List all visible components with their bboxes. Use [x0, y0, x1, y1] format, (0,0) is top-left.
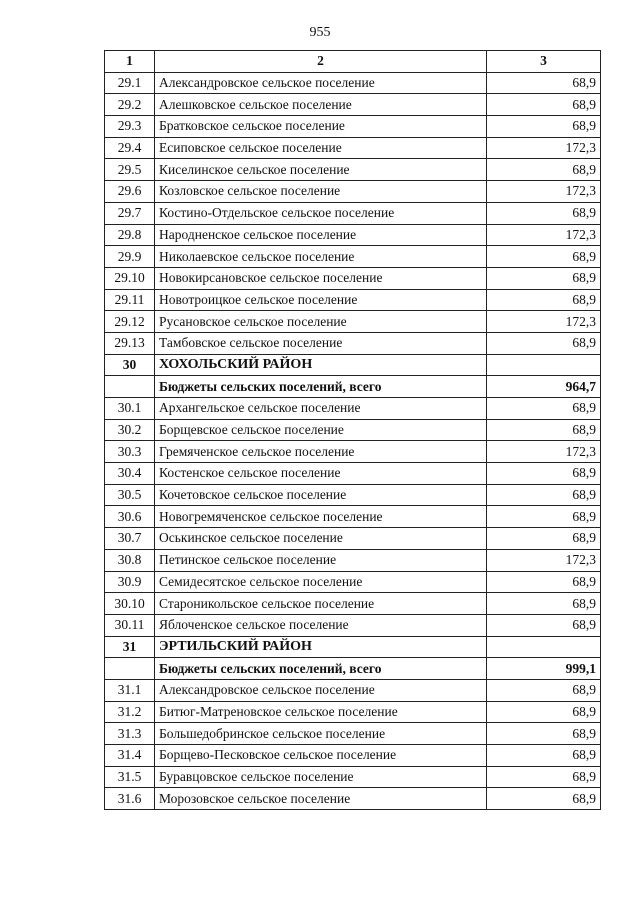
budget-amount	[487, 636, 601, 658]
table-row	[105, 289, 601, 311]
table-row	[105, 116, 601, 138]
row-number: 30.9	[105, 571, 155, 593]
table-body	[105, 72, 601, 809]
table-row	[105, 701, 601, 723]
row-number	[105, 376, 155, 398]
budget-amount: 68,9	[487, 766, 601, 788]
row-number: 30.11	[105, 614, 155, 636]
budget-amount: 68,9	[487, 571, 601, 593]
row-number: 30.2	[105, 419, 155, 441]
header-row	[105, 51, 601, 73]
column-header-number: 1	[105, 51, 155, 73]
settlement-name: Архангельское сельское поселение	[155, 398, 487, 420]
table-row	[105, 788, 601, 810]
table-row	[105, 267, 601, 289]
settlement-name: Кочетовское сельское поселение	[155, 484, 487, 506]
table-row	[105, 506, 601, 528]
budget-amount: 68,9	[487, 159, 601, 181]
row-number: 30.1	[105, 398, 155, 420]
budget-amount: 68,9	[487, 267, 601, 289]
budget-amount: 172,3	[487, 181, 601, 203]
row-number: 30.4	[105, 463, 155, 485]
row-number: 29.4	[105, 137, 155, 159]
budget-amount: 68,9	[487, 398, 601, 420]
settlement-name: Большедобринское сельское поселение	[155, 723, 487, 745]
settlement-name: Николаевское сельское поселение	[155, 246, 487, 268]
row-number: 31.6	[105, 788, 155, 810]
budget-amount: 172,3	[487, 441, 601, 463]
table-row	[105, 159, 601, 181]
total-row	[105, 658, 601, 680]
settlement-name: ХОХОЛЬСКИЙ РАЙОН	[155, 354, 487, 376]
row-number: 29.11	[105, 289, 155, 311]
settlement-name: Яблоченское сельское поселение	[155, 614, 487, 636]
budget-table	[104, 50, 601, 810]
settlement-name: Костенское сельское поселение	[155, 463, 487, 485]
budget-amount: 172,3	[487, 311, 601, 333]
row-number: 30	[105, 354, 155, 376]
row-number: 31.3	[105, 723, 155, 745]
table-row	[105, 679, 601, 701]
settlement-name: Новокирсановское сельское поселение	[155, 267, 487, 289]
budget-amount	[487, 354, 601, 376]
row-number: 29.8	[105, 224, 155, 246]
budget-amount: 68,9	[487, 506, 601, 528]
row-number: 31	[105, 636, 155, 658]
table-row	[105, 484, 601, 506]
row-number: 30.8	[105, 549, 155, 571]
page-number: 955	[309, 25, 331, 40]
budget-amount: 68,9	[487, 679, 601, 701]
row-number: 30.7	[105, 528, 155, 550]
budget-amount: 68,9	[487, 72, 601, 94]
row-number: 30.10	[105, 593, 155, 615]
row-number: 31.1	[105, 679, 155, 701]
table-row	[105, 181, 601, 203]
total-row	[105, 376, 601, 398]
settlement-name: Борщево-Песковское сельское поселение	[155, 745, 487, 767]
settlement-name: Александровское сельское поселение	[155, 679, 487, 701]
budget-amount: 68,9	[487, 788, 601, 810]
table-row	[105, 723, 601, 745]
table-row	[105, 441, 601, 463]
settlement-name: Оськинское сельское поселение	[155, 528, 487, 550]
settlement-name: Русановское сельское поселение	[155, 311, 487, 333]
budget-amount: 172,3	[487, 224, 601, 246]
row-number: 29.1	[105, 72, 155, 94]
settlement-name: Староникольское сельское поселение	[155, 593, 487, 615]
district-row	[105, 636, 601, 658]
budget-amount: 964,7	[487, 376, 601, 398]
settlement-name: Семидесятское сельское поселение	[155, 571, 487, 593]
settlement-name: Бюджеты сельских поселений, всего	[155, 658, 487, 680]
settlement-name: Петинское сельское поселение	[155, 549, 487, 571]
settlement-name: Буравцовское сельское поселение	[155, 766, 487, 788]
settlement-name: Народненское сельское поселение	[155, 224, 487, 246]
settlement-name: Тамбовское сельское поселение	[155, 332, 487, 354]
budget-amount: 68,9	[487, 484, 601, 506]
settlement-name: Гремяченское сельское поселение	[155, 441, 487, 463]
table-row	[105, 94, 601, 116]
settlement-name: Новогремяченское сельское поселение	[155, 506, 487, 528]
row-number: 31.4	[105, 745, 155, 767]
row-number: 29.10	[105, 267, 155, 289]
table-row	[105, 332, 601, 354]
settlement-name: Козловское сельское поселение	[155, 181, 487, 203]
settlement-name: Битюг-Матреновское сельское поселение	[155, 701, 487, 723]
settlement-name: Братковское сельское поселение	[155, 116, 487, 138]
settlement-name: Морозовское сельское поселение	[155, 788, 487, 810]
table-row	[105, 766, 601, 788]
row-number: 29.9	[105, 246, 155, 268]
budget-amount: 999,1	[487, 658, 601, 680]
column-header-amount: 3	[487, 51, 601, 73]
table-row	[105, 224, 601, 246]
row-number: 30.3	[105, 441, 155, 463]
row-number: 29.6	[105, 181, 155, 203]
table-row	[105, 246, 601, 268]
budget-amount: 68,9	[487, 332, 601, 354]
table-row	[105, 571, 601, 593]
table-row	[105, 311, 601, 333]
budget-amount: 172,3	[487, 549, 601, 571]
settlement-name: Новотроицкое сельское поселение	[155, 289, 487, 311]
budget-amount: 68,9	[487, 419, 601, 441]
district-row	[105, 354, 601, 376]
row-number: 29.13	[105, 332, 155, 354]
row-number: 31.2	[105, 701, 155, 723]
settlement-name: ЭРТИЛЬСКИЙ РАЙОН	[155, 636, 487, 658]
table-row	[105, 528, 601, 550]
budget-amount: 68,9	[487, 745, 601, 767]
row-number	[105, 658, 155, 680]
table-row	[105, 202, 601, 224]
budget-amount: 68,9	[487, 289, 601, 311]
table-row	[105, 137, 601, 159]
settlement-name: Киселинское сельское поселение	[155, 159, 487, 181]
row-number: 29.5	[105, 159, 155, 181]
budget-amount: 172,3	[487, 137, 601, 159]
budget-amount: 68,9	[487, 202, 601, 224]
settlement-name: Костино-Отдельское сельское поселение	[155, 202, 487, 224]
table-row	[105, 593, 601, 615]
budget-amount: 68,9	[487, 246, 601, 268]
row-number: 30.5	[105, 484, 155, 506]
budget-amount: 68,9	[487, 701, 601, 723]
row-number: 29.3	[105, 116, 155, 138]
table-row	[105, 419, 601, 441]
table-row	[105, 72, 601, 94]
table-header	[105, 51, 601, 73]
settlement-name: Борщевское сельское поселение	[155, 419, 487, 441]
column-header-name: 2	[155, 51, 487, 73]
budget-amount: 68,9	[487, 614, 601, 636]
table-row	[105, 614, 601, 636]
table-row	[105, 745, 601, 767]
row-number: 29.2	[105, 94, 155, 116]
settlement-name: Алешковское сельское поселение	[155, 94, 487, 116]
row-number: 31.5	[105, 766, 155, 788]
budget-amount: 68,9	[487, 94, 601, 116]
table-row	[105, 463, 601, 485]
budget-amount: 68,9	[487, 723, 601, 745]
row-number: 29.7	[105, 202, 155, 224]
budget-amount: 68,9	[487, 116, 601, 138]
budget-amount: 68,9	[487, 593, 601, 615]
budget-amount: 68,9	[487, 463, 601, 485]
budget-amount: 68,9	[487, 528, 601, 550]
settlement-name: Бюджеты сельских поселений, всего	[155, 376, 487, 398]
settlement-name: Александровское сельское поселение	[155, 72, 487, 94]
table-row	[105, 398, 601, 420]
row-number: 29.12	[105, 311, 155, 333]
table-row	[105, 549, 601, 571]
row-number: 30.6	[105, 506, 155, 528]
settlement-name: Есиповское сельское поселение	[155, 137, 487, 159]
